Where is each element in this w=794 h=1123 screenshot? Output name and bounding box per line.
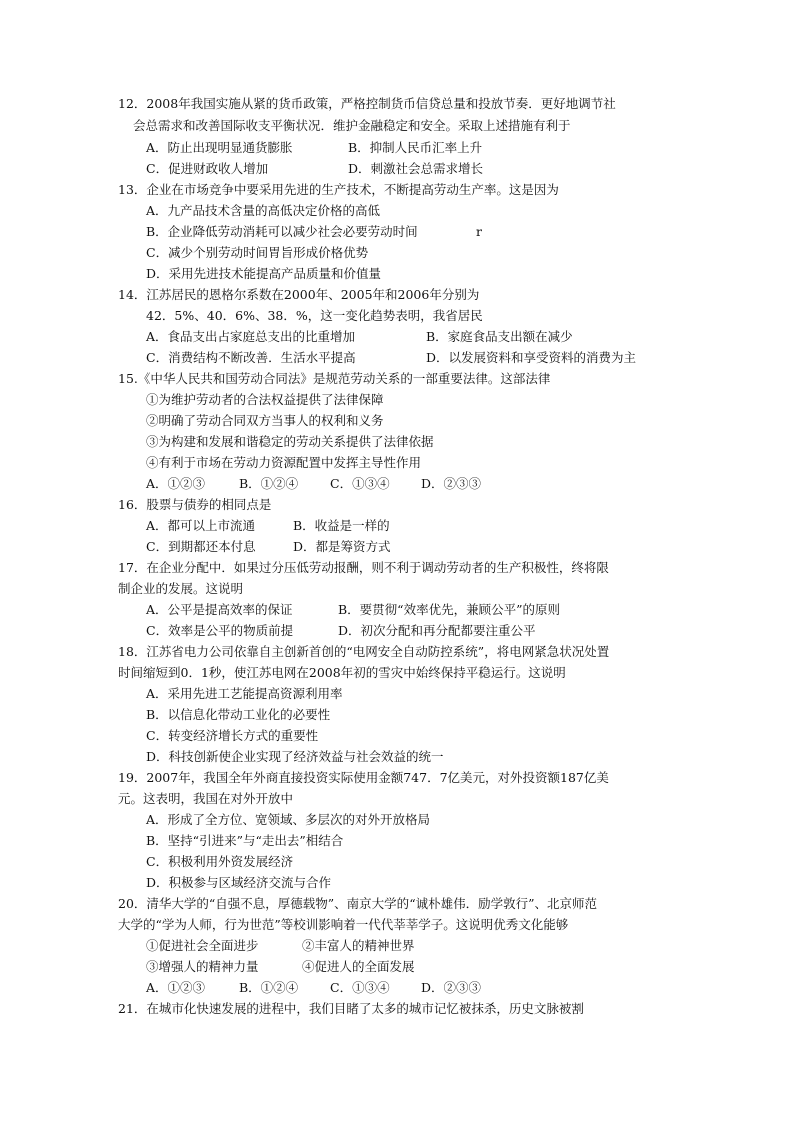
question-14-stem-line-2: 42．5%、40．6%、38．%，这一变化趋势表明，我省居民 — [146, 308, 483, 323]
question-20-choice-a: A．①②③ — [146, 980, 206, 995]
question-18-option-b: B．以信息化带动工业化的必要性 — [146, 707, 331, 722]
question-13-option-c: C．减少个别劳动时间胃旨形成价格优势 — [146, 245, 369, 260]
question-16-option-d: D．都是筹资方式 — [293, 539, 391, 554]
question-18-option-d: D．科技创新使企业实现了经济效益与社会效益的统一 — [146, 749, 444, 764]
question-20-choice-b: B．①②④ — [239, 980, 299, 995]
question-12-option-c: C．促进财政收人增加 — [146, 161, 269, 176]
question-20-item-3: ③增强人的精神力量 — [146, 959, 259, 974]
question-19-stem-line-2: 元。这表明，我国在对外开放中 — [118, 791, 294, 806]
question-12-option-a: A．防止出现明显通货膨胀 — [146, 140, 293, 155]
question-15-item-4: ④有利于市场在劳动力资源配置中发挥主导性作用 — [146, 455, 422, 470]
question-14-option-b: B．家庭食品支出额在减少 — [426, 329, 573, 344]
question-20-item-2: ②丰富人的精神世界 — [302, 938, 415, 953]
question-15-choice-b: B．①②④ — [239, 476, 299, 491]
question-12-stem-line-1: 12．2008年我国实施从紧的货币政策，严格控制货币信贷总量和投放节奏．更好地调节社 — [118, 96, 616, 111]
question-19-option-c: C．积极利用外资发展经济 — [146, 854, 294, 869]
question-13-option-a: A．九产品技术含量的高低决定价格的高低 — [146, 203, 381, 218]
question-13-stray-mark: r — [476, 224, 482, 239]
question-16-option-b: B．收益是一样的 — [293, 518, 390, 533]
question-15-item-2: ②明确了劳动合同双方当事人的权利和义务 — [146, 413, 384, 428]
question-18-option-a: A．采用先进工艺能提高资源利用率 — [146, 686, 343, 701]
question-16-option-a: A．都可以上市流通 — [146, 518, 256, 533]
question-16-stem: 16．股票与债券的相同点是 — [118, 497, 272, 512]
question-20-stem-line-1: 20．清华大学的“自强不息，厚德载物”、南京大学的“诚朴雄伟．励学敦行”、北京师范 — [118, 896, 597, 911]
question-12-stem-line-2: 会总需求和改善国际收支平衡状况．维护金融稳定和安全。采取上述措施有利于 — [133, 118, 571, 133]
question-20-choice-d: D．②③③ — [421, 980, 482, 995]
question-15-choice-d: D．②③③ — [421, 476, 482, 491]
question-17-option-c: C．效率是公平的物质前提 — [146, 623, 294, 638]
question-14-option-d: D．以发展资料和享受资料的消费为主 — [426, 350, 637, 365]
question-17-option-b: B．要贯彻“效率优先，兼顾公平”的原则 — [338, 602, 560, 617]
question-19-option-a: A．形成了全方位、宽领域、多层次的对外开放格局 — [146, 812, 431, 827]
question-15-choice-a: A．①②③ — [146, 476, 206, 491]
question-20-choice-c: C．①③④ — [330, 980, 390, 995]
question-17-stem-line-1: 17．在企业分配中．如果过分压低劳动报酬，则不利于调动劳动者的生产积极性，终将限 — [118, 560, 609, 575]
question-14-option-a: A．食品支出占家庭总支出的比重增加 — [146, 329, 356, 344]
question-17-stem-line-2: 制企业的发展。这说明 — [118, 581, 244, 596]
question-14-option-c: C．消费结构不断改善．生活水平提高 — [146, 350, 356, 365]
question-13-option-d: D．采用先进技术能提高产品质量和价值量 — [146, 266, 382, 281]
question-20-item-1: ①促进社会全面进步 — [146, 938, 259, 953]
question-18-stem-line-2: 时间缩短到0．1秒，使江苏电网在2008年初的雪灾中始终保持平稳运行。这说明 — [118, 665, 566, 680]
question-19-stem-line-1: 19．2007年，我国全年外商直接投资实际使用金额747．7亿美元，对外投资额187亿美 — [118, 770, 609, 785]
question-21-stem: 21．在城市化快速发展的进程中，我们目睹了太多的城市记忆被抹杀，历史文脉被割 — [118, 1001, 584, 1016]
question-17-option-a: A．公平是提高效率的保证 — [146, 602, 293, 617]
question-12-option-b: B．抑制人民币汇率上升 — [348, 140, 483, 155]
question-20-item-4: ④促进人的全面发展 — [302, 959, 415, 974]
question-13-option-b: B．企业降低劳动消耗可以减少社会必要劳动时间 — [146, 224, 418, 239]
question-15-item-1: ①为维护劳动者的合法权益提供了法律保障 — [146, 392, 384, 407]
question-19-option-d: D．积极参与区域经济交流与合作 — [146, 875, 332, 890]
question-18-option-c: C．转变经济增长方式的重要性 — [146, 728, 319, 743]
question-13-stem: 13．企业在市场竞争中要采用先进的生产技术，不断提高劳动生产率。这是因为 — [118, 182, 559, 197]
question-17-option-d: D．初次分配和再分配都要注重公平 — [338, 623, 536, 638]
question-15-stem: 15.《中华人民共和国劳动合同法》是规范劳动关系的一部重要法律。这部法律 — [118, 371, 551, 386]
question-16-option-c: C．到期都还本付息 — [146, 539, 256, 554]
question-18-stem-line-1: 18．江苏省电力公司依靠自主创新首创的“电网安全自动防控系统”，将电网紧急状况处置 — [118, 644, 610, 659]
question-12-option-d: D．刺激社会总需求增长 — [348, 161, 484, 176]
question-14-stem-line-1: 14．江苏居民的恩格尔系数在2000年、2005年和2006年分别为 — [118, 287, 480, 302]
question-15-choice-c: C．①③④ — [330, 476, 390, 491]
question-19-option-b: B．坚持“引进来”与“走出去”相结合 — [146, 833, 344, 848]
question-20-stem-line-2: 大学的“学为人师，行为世范”等校训影响着一代代莘莘学子。这说明优秀文化能够 — [118, 917, 569, 932]
question-15-item-3: ③为构建和发展和谐稳定的劳动关系提供了法律依据 — [146, 434, 434, 449]
